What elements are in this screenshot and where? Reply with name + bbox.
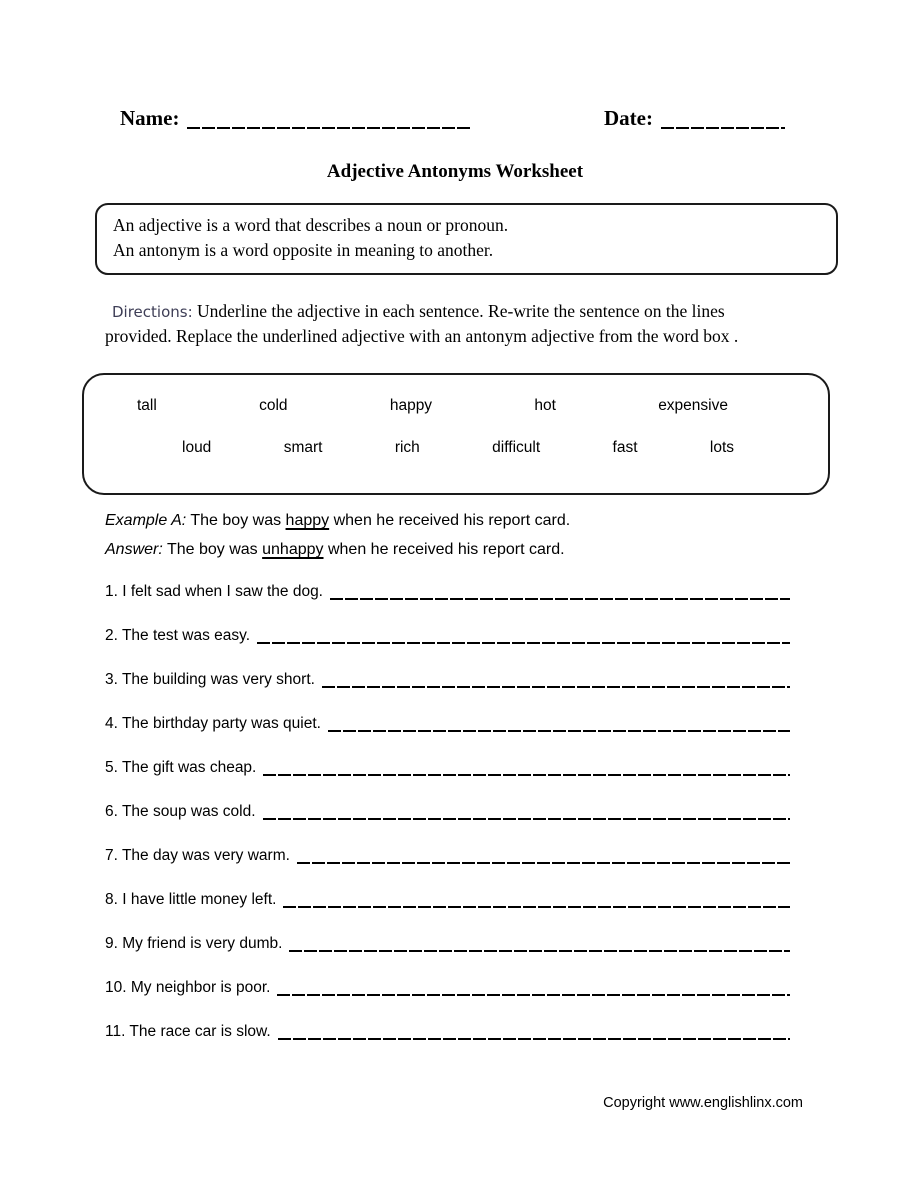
question-text-1: 1. I felt sad when I saw the dog. [105,583,323,600]
question-text-7: 7. The day was very warm. [105,847,290,864]
example-pre-text: The boy was [190,512,282,529]
definition-line-antonym: An antonym is a word opposite in meaning to another. [113,240,494,260]
question-text-9: 9. My friend is very dumb. [105,935,283,952]
word-cold: cold [259,397,288,414]
word-lots: lots [709,439,734,456]
answer-label: Answer: [105,541,163,558]
answer-blank-line-4 [328,730,790,732]
question-row-5 [105,758,790,778]
answer-pre-text: The boy was [166,541,258,558]
word-expensive: expensive [658,397,728,414]
question-text-3: 3. The building was very short. [105,671,315,688]
definition-box [95,203,838,275]
word-happy: happy [389,397,433,414]
answer-blank-line-1 [330,598,790,600]
question-row-11 [105,1022,790,1042]
question-text-8: 8. I have little money left. [105,891,277,908]
word-box-row-2 [84,439,828,457]
answer-blank-line-7 [297,862,790,864]
example-post-text: when he received his report card. [333,512,571,529]
word-box [82,373,830,495]
word-fast: fast [612,439,638,456]
question-row-7 [105,846,790,866]
answer-blank-line-11 [278,1038,790,1040]
copyright-text: Copyright www.englishlinx.com [603,1095,803,1111]
example-block [105,510,790,560]
answer-blank-line-9 [289,950,790,952]
answer-blank-line-8 [283,906,790,908]
question-row-1 [105,582,790,602]
word-rich: rich [394,439,420,456]
word-hot: hot [534,397,556,414]
word-box-row-1 [84,397,828,415]
question-row-3 [105,670,790,690]
directions-paragraph [105,299,792,348]
question-row-6 [105,802,790,822]
date-label: Date: [604,106,653,130]
answer-post-text: when he received his report card. [327,541,565,558]
question-text-5: 5. The gift was cheap. [105,759,257,776]
answer-blank-line-2 [257,642,790,644]
word-smart: smart [283,439,323,456]
question-row-10 [105,978,790,998]
question-text-2: 2. The test was easy. [105,627,251,644]
question-row-2 [105,626,790,646]
example-label: Example A: [105,512,187,529]
directions-label: Directions: [112,303,193,321]
date-blank-line [661,127,785,129]
answer-underlined-word: unhappy [262,541,324,558]
name-blank-line [187,127,470,129]
example-underlined-word: happy [285,512,330,529]
question-text-6: 6. The soup was cold. [105,803,256,820]
word-difficult: difficult [492,439,541,456]
question-row-9 [105,934,790,954]
question-row-4 [105,714,790,734]
answer-blank-line-5 [263,774,790,776]
answer-blank-line-10 [277,994,790,996]
question-row-8 [105,890,790,910]
answer-line [105,539,790,560]
question-text-4: 4. The birthday party was quiet. [105,715,321,732]
question-text-10: 10. My neighbor is poor. [105,979,271,996]
name-date-row [120,106,785,130]
name-label: Name: [120,106,180,130]
question-text-11: 11. The race car is slow. [105,1023,271,1040]
page-title: Adjective Antonyms Worksheet [326,161,584,182]
example-line [105,510,790,531]
word-loud: loud [182,439,212,456]
directions-text: Underline the adjective in each sentence. Re-write the sentence on the lines provided. Replace the underlined adjective with an antonym adjective from the word box . [105,301,739,346]
questions-list [105,582,790,1042]
answer-blank-line-6 [263,818,791,820]
answer-blank-line-3 [322,686,790,688]
word-tall: tall [137,397,157,414]
definition-line-adjective: An adjective is a word that describes a noun or pronoun. [113,215,509,235]
